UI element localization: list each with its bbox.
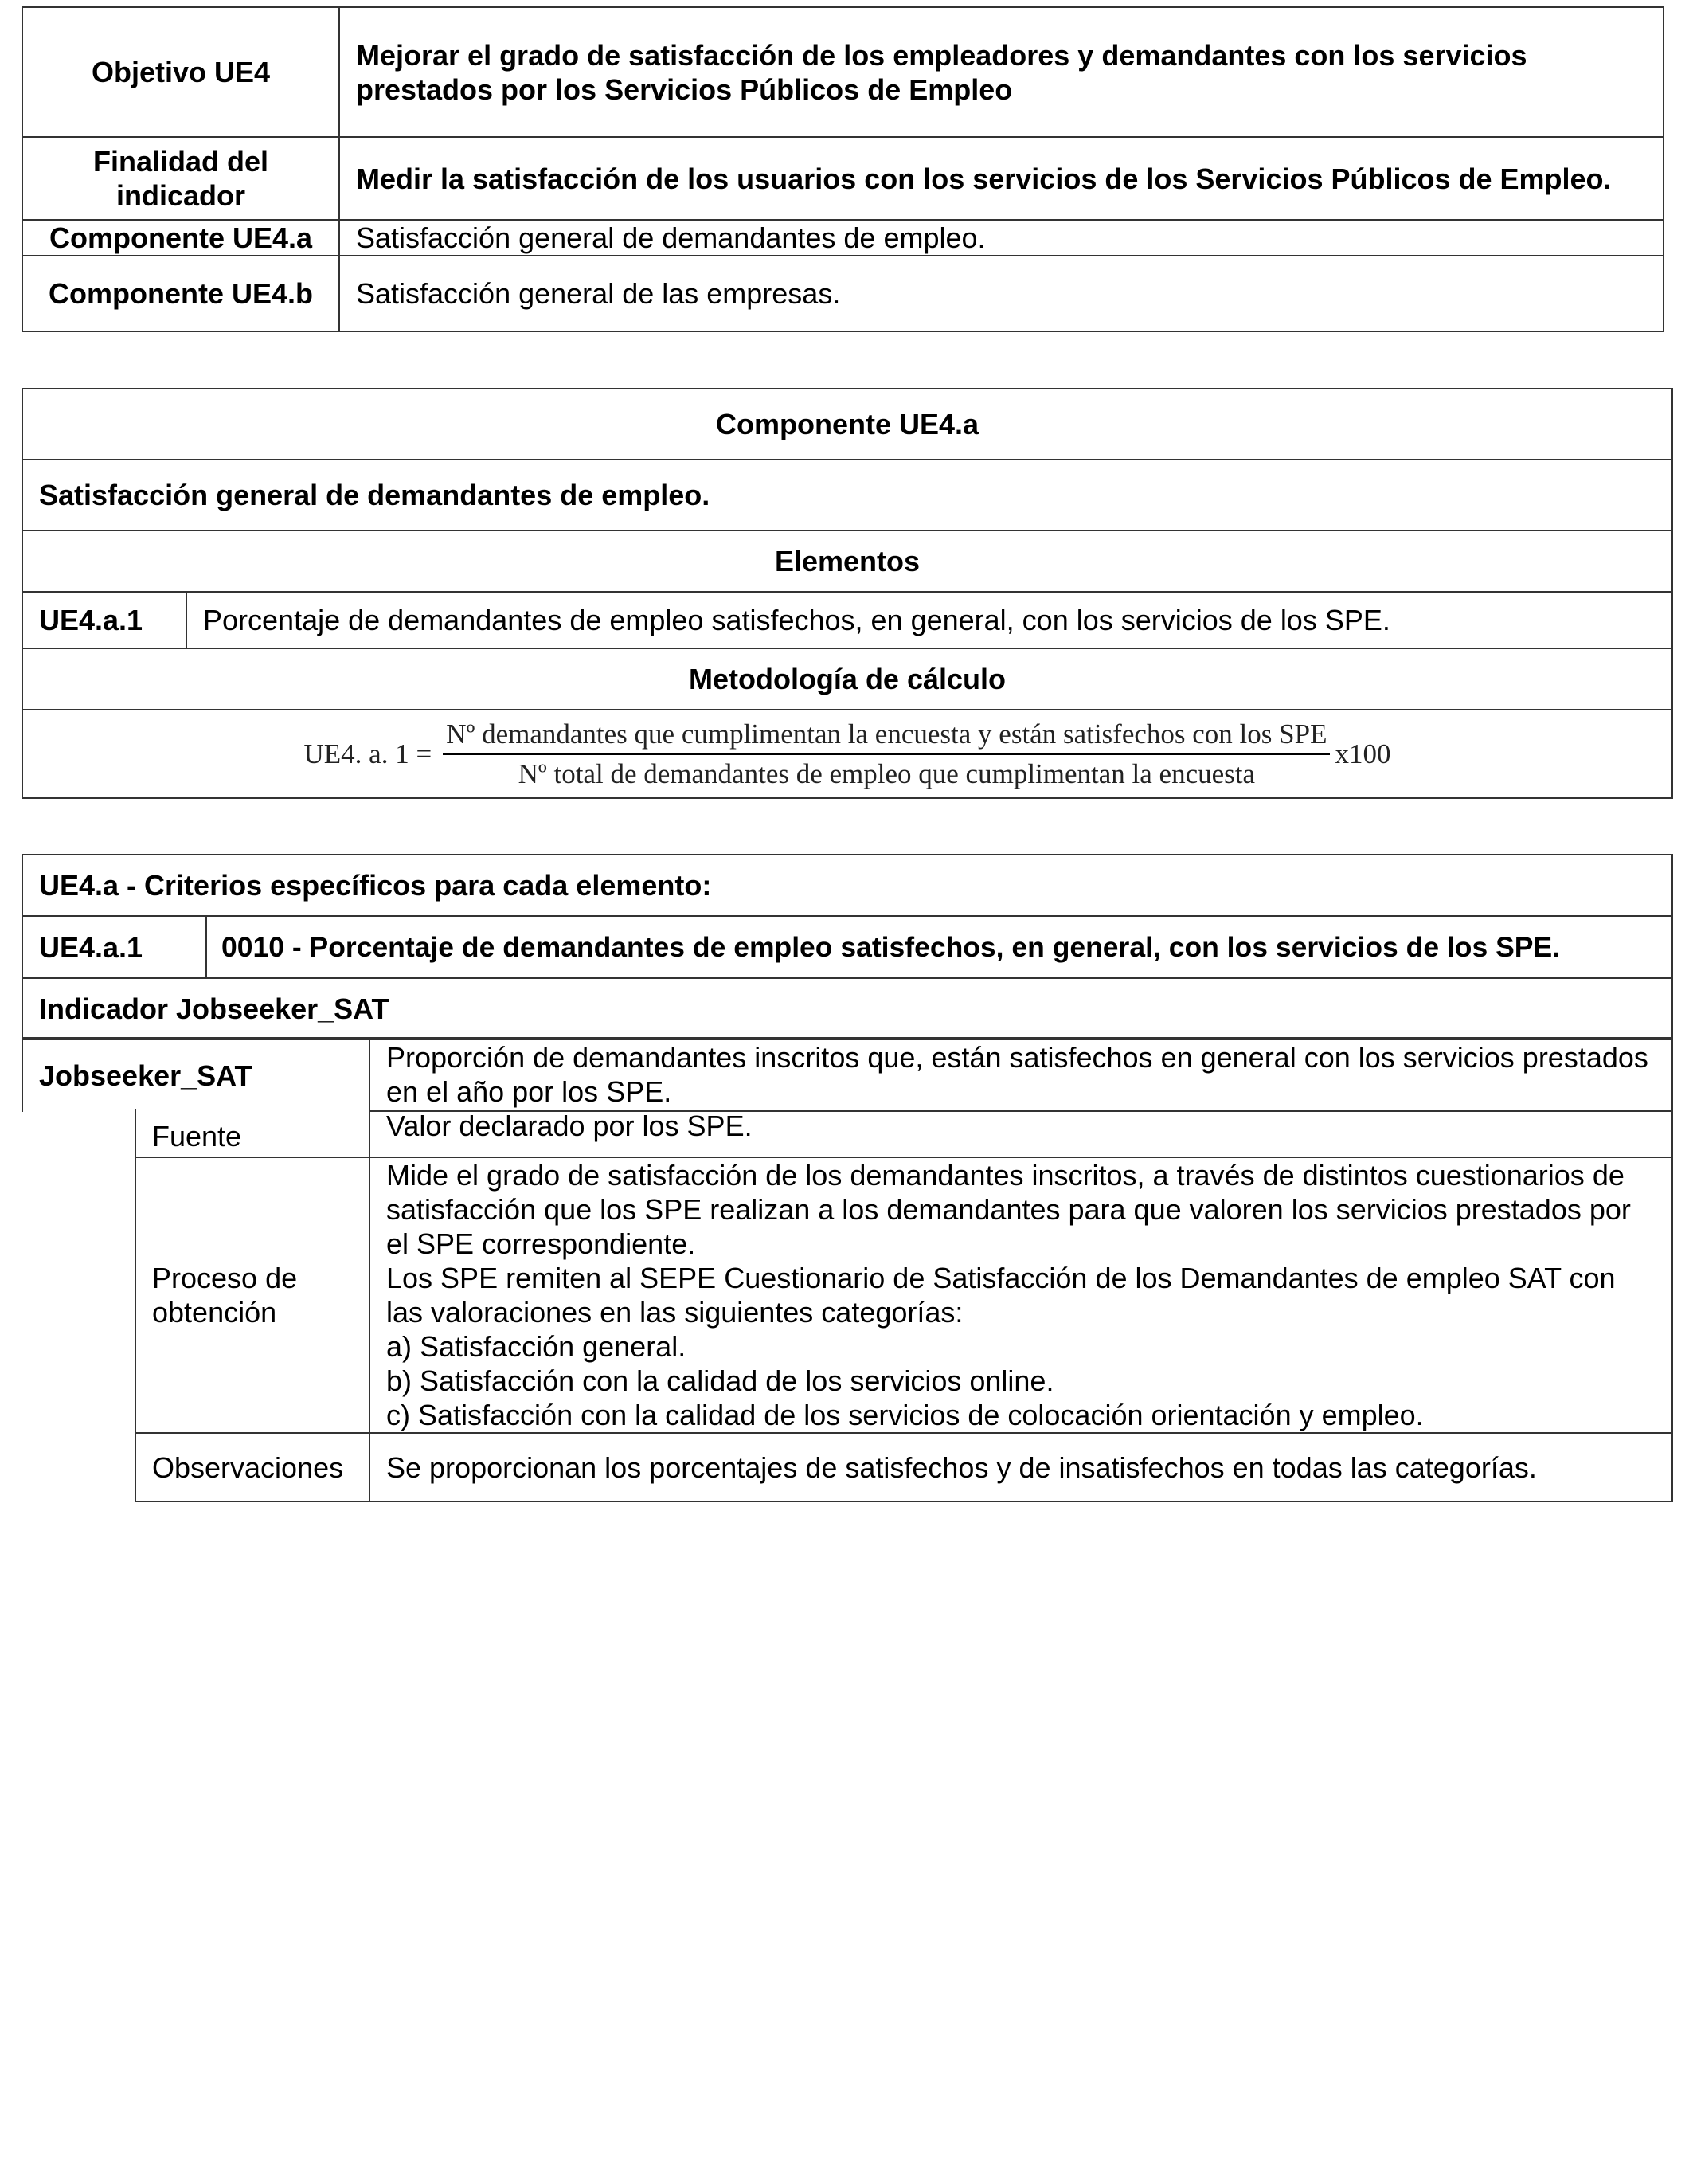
jobseeker-text: Proporción de demandantes inscritos que, están satisfechos en general con los servicios prestados en el año por los SPE.: [370, 1039, 1671, 1112]
fuente-text: Valor declarado por los SPE.: [370, 1109, 1671, 1158]
criterio-text: 0010 - Porcentaje de demandantes de empleo satisfechos, en general, con los servicios de los SPE.: [207, 917, 1671, 979]
metodologia-header: Metodología de cálculo: [23, 649, 1671, 710]
proceso-line: Mide el grado de satisfacción de los demandantes inscritos, a través de distintos cuestionarios de satisfacción que los SPE realizan a los demandantes para que valoren los servicios prestados por el SPE correspondiente.: [386, 1159, 1631, 1260]
formula-multiplier: x100: [1335, 738, 1391, 769]
proceso-line: b) Satisfacción con la calidad de los servicios online.: [386, 1364, 1054, 1397]
criterios-table: [22, 854, 1673, 1040]
proceso-line: c) Satisfacción con la calidad de los servicios de colocación orientación y empleo.: [386, 1399, 1424, 1431]
componente-b-label: Componente UE4.b: [23, 256, 340, 331]
elemento-text: Porcentaje de demandantes de empleo satisfechos, en general, con los servicios de los SPE.: [187, 593, 1671, 649]
fuente-label: Fuente: [136, 1109, 370, 1158]
observaciones-label: Observaciones: [136, 1434, 370, 1501]
finalidad-label: Finalidad del indicador: [23, 138, 340, 221]
formula-denominator: Nº total de demandantes de empleo que cumplimentan la encuesta: [518, 757, 1256, 789]
componente-a-value: Satisfacción general de demandantes de empleo.: [340, 221, 1663, 256]
componente-table: [22, 388, 1673, 799]
proceso-label: Proceso de obtención: [136, 1158, 370, 1434]
formula-cell: [23, 710, 1671, 797]
indicador-label: Indicador Jobseeker_SAT: [23, 979, 1671, 1040]
elemento-code: UE4.a.1: [23, 593, 187, 649]
componente-a-label: Componente UE4.a: [23, 221, 340, 256]
elementos-header: Elementos: [23, 531, 1671, 593]
objetivo-value: Mejorar el grado de satisfacción de los empleadores y demandantes con los servicios prestados por los Servicios Públicos de Empleo: [340, 8, 1663, 138]
formula-numerator: Nº demandantes que cumplimentan la encuesta y están satisfechos con los SPE: [443, 718, 1330, 755]
criterio-code: UE4.a.1: [23, 917, 207, 979]
observaciones-text: Se proporcionan los porcentajes de satisfechos y de insatisfechos en todas las categorías.: [386, 1450, 1537, 1484]
proceso-text: [370, 1158, 1671, 1434]
jobseeker-row: [22, 1037, 1673, 1112]
proceso-line: Los SPE remiten al SEPE Cuestionario de Satisfacción de los Demandantes de empleo SAT con las valoraciones en las siguientes categorías:: [386, 1262, 1616, 1329]
componente-title: Componente UE4.a: [23, 389, 1671, 460]
jobseeker-label: Jobseeker_SAT: [23, 1039, 370, 1112]
jobseeker-details: [135, 1109, 1673, 1502]
formula-fraction: [443, 718, 1330, 790]
finalidad-value: Medir la satisfacción de los usuarios con los servicios de los Servicios Públicos de Empleo.: [340, 138, 1663, 221]
formula: [39, 718, 1656, 790]
formula-lhs: UE4. a. 1 =: [303, 738, 432, 769]
componente-subtitle: Satisfacción general de demandantes de empleo.: [23, 460, 1671, 531]
criterios-header: UE4.a - Criterios específicos para cada elemento:: [23, 855, 1671, 917]
componente-b-value: Satisfacción general de las empresas.: [356, 277, 841, 310]
objetivo-label: Objetivo UE4: [23, 8, 340, 138]
proceso-line: a) Satisfacción general.: [386, 1330, 686, 1363]
objetivo-table: [22, 6, 1664, 332]
